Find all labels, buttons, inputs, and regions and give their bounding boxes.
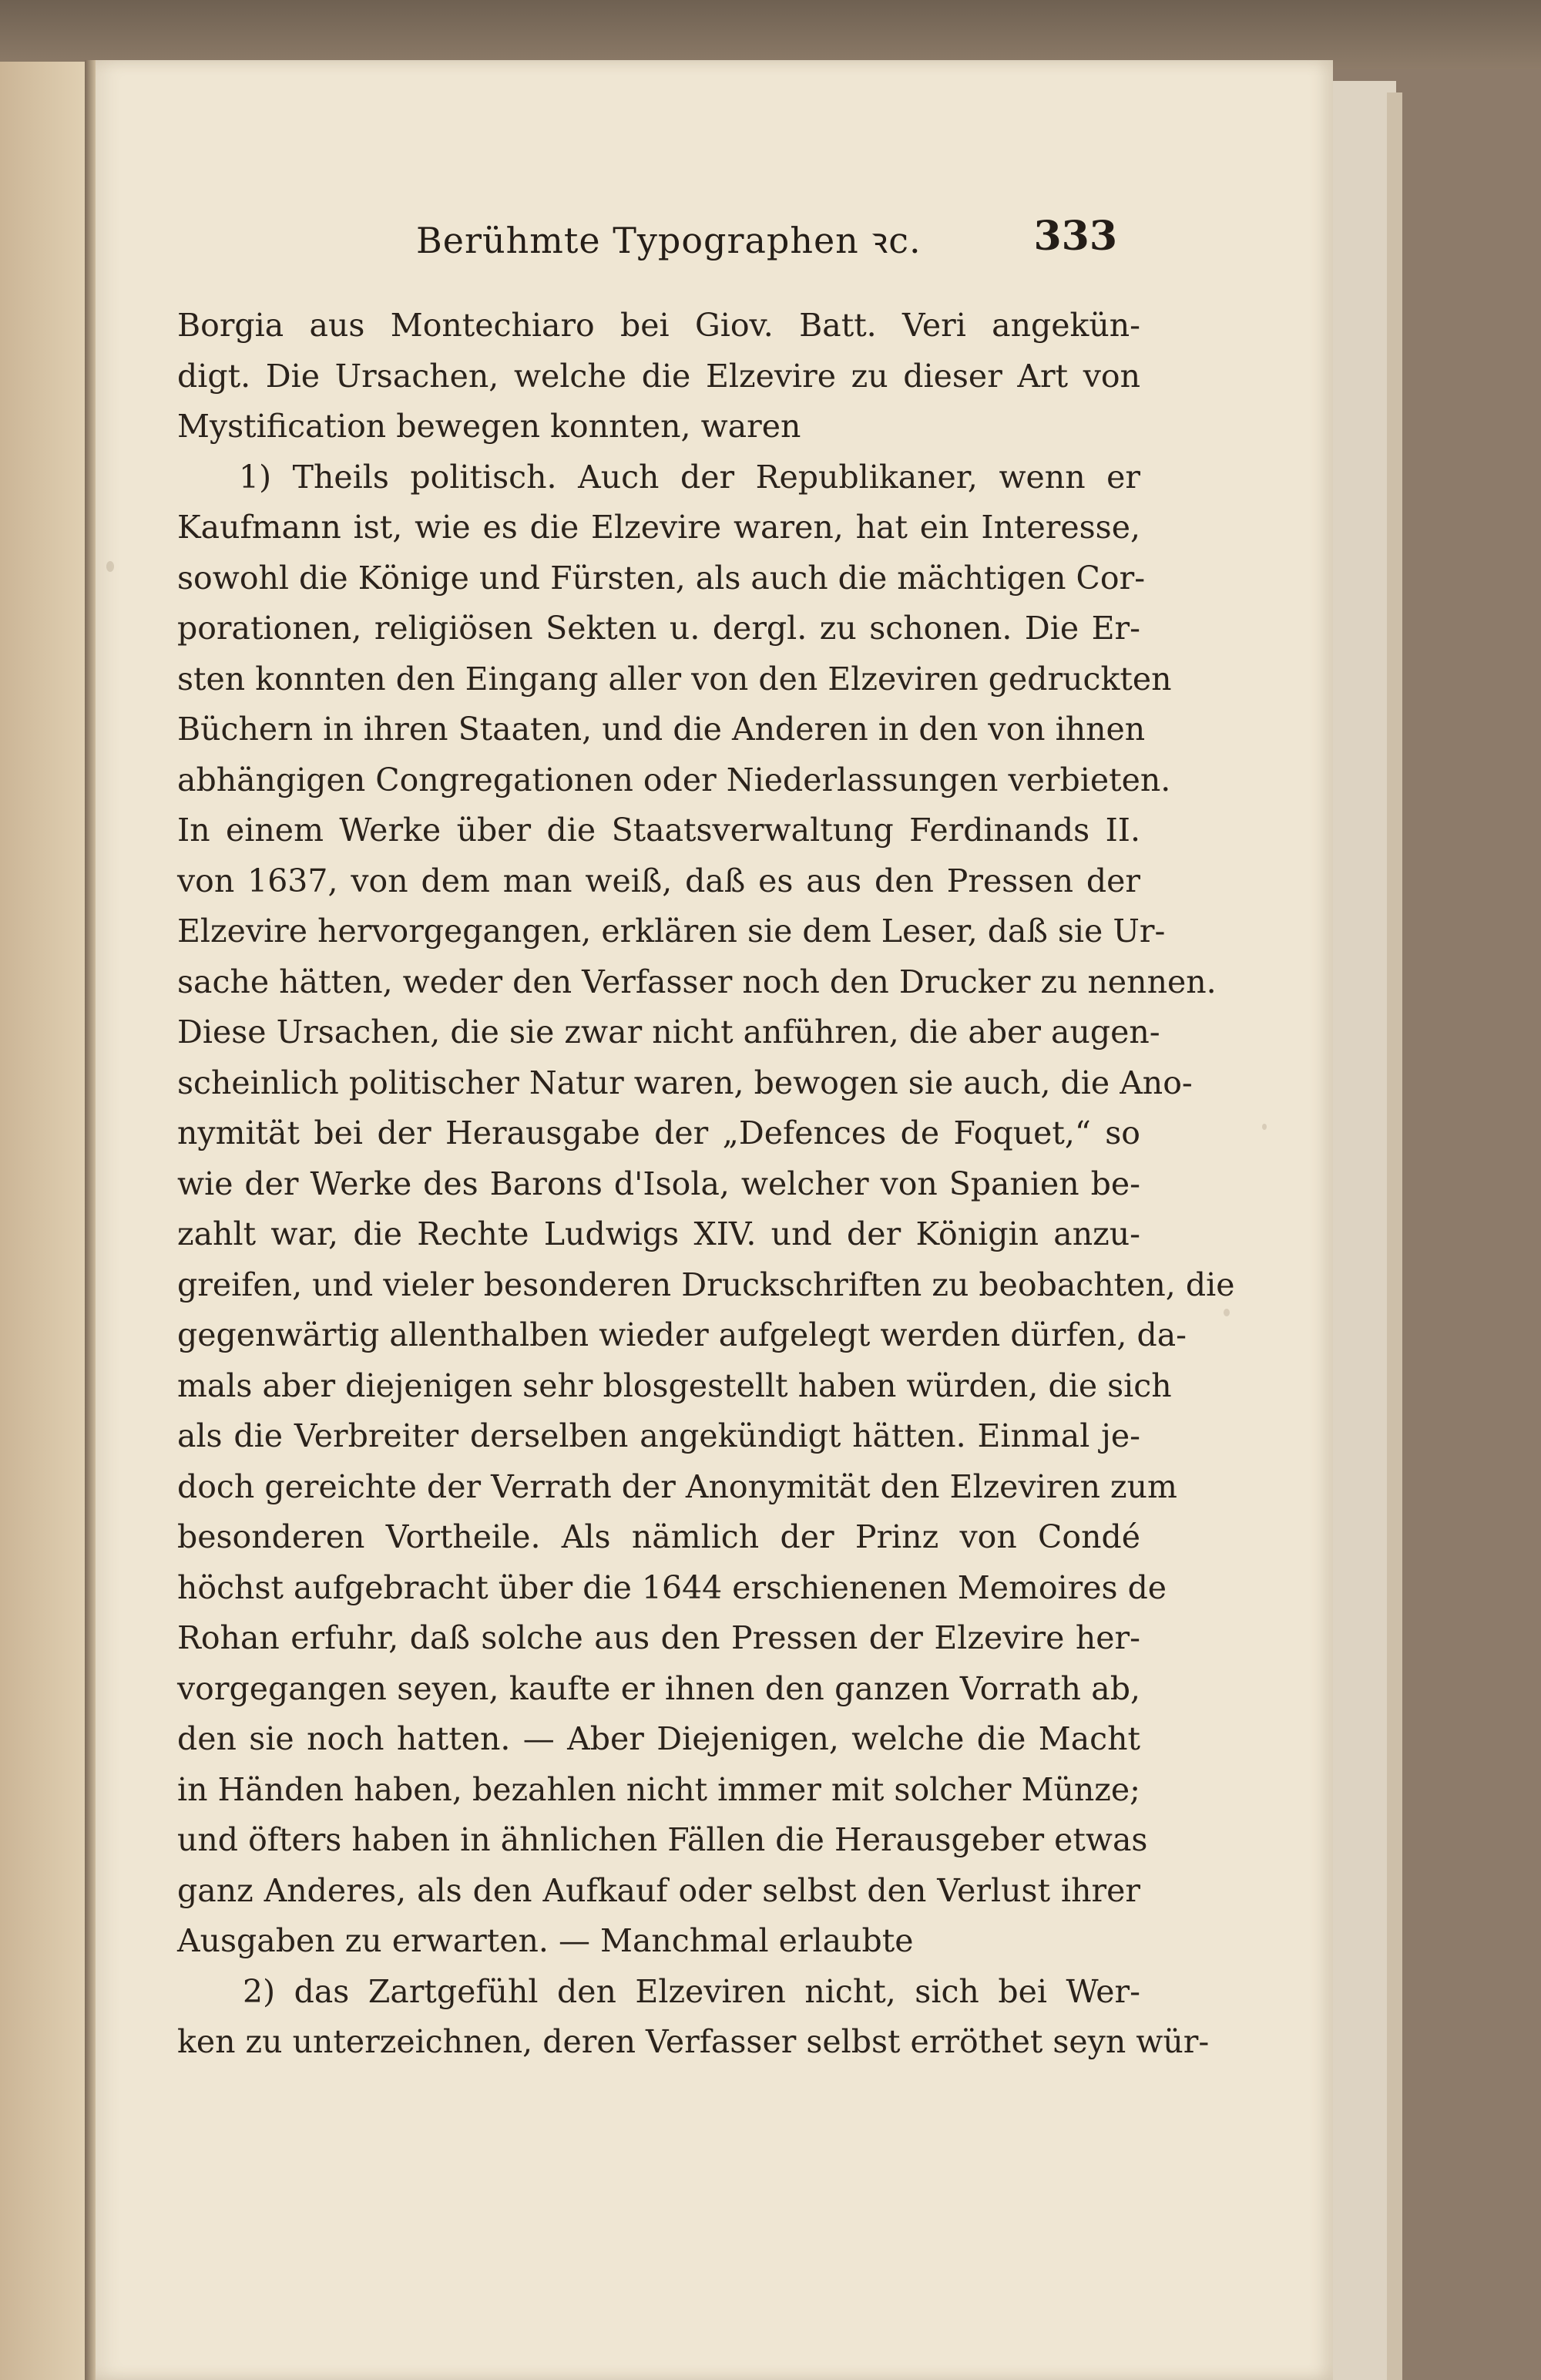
underlying-page-edge-shadow bbox=[1387, 92, 1402, 2380]
text-line: digt. Die Ursachen, welche die Elzevire zu dieser Art von bbox=[177, 357, 1140, 395]
text-line: ken zu unterzeichnen, deren Verfasser selbst erröthet seyn wür- bbox=[177, 2023, 1210, 2060]
text-line: scheinlich politischer Natur waren, bewogen sie auch, die Ano- bbox=[177, 1064, 1193, 1101]
book-gutter bbox=[85, 60, 96, 2380]
text-line: Elzevire hervorgegangen, erklären sie dem Leser, daß sie Ur- bbox=[177, 913, 1166, 950]
text-line: Ausgaben zu erwarten. — Manchmal erlaubte bbox=[177, 1922, 914, 1959]
text-line: Rohan erfuhr, daß solche aus den Pressen der Elzevire her- bbox=[177, 1619, 1140, 1656]
running-title: Berühmte Typographen ꝛc. bbox=[416, 220, 922, 261]
text-line: als die Verbreiter derselben angekündigt hätten. Einmal je- bbox=[177, 1417, 1140, 1454]
text-line: besonderen Vortheile. Als nämlich der Prinz von Condé bbox=[177, 1518, 1140, 1555]
text-line: den sie noch hatten. — Aber Diejenigen, welche die Macht bbox=[177, 1720, 1140, 1757]
page-header bbox=[92, 213, 1117, 277]
body-text bbox=[177, 301, 1235, 2068]
text-line: nymität bei der Herausgabe der „Defences de Foquet,“ so bbox=[177, 1114, 1140, 1151]
text-line: höchst aufgebracht über die 1644 erschienenen Memoires de bbox=[177, 1568, 1167, 1606]
text-line: sowohl die Könige und Fürsten, als auch die mächtigen Cor- bbox=[177, 559, 1146, 597]
text-line: gegenwärtig allenthalben wieder aufgelegt werden dürfen, da- bbox=[177, 1316, 1187, 1353]
text-line: 1) Theils politisch. Auch der Republikaner, wenn er bbox=[239, 458, 1140, 496]
text-line: vorgegangen seyen, kaufte er ihnen den ganzen Vorrath ab, bbox=[177, 1669, 1140, 1707]
text-line: von 1637, von dem man weiß, daß es aus den Pressen der bbox=[177, 862, 1140, 899]
text-line: 2) das Zartgefühl den Elzeviren nicht, sich bei Wer- bbox=[243, 1972, 1140, 2010]
text-line: doch gereichte der Verrath der Anonymität den Elzeviren zum bbox=[177, 1467, 1177, 1505]
text-line: Mystification bewegen konnten, waren bbox=[177, 408, 801, 445]
text-line: sten konnten den Eingang aller von den Elzeviren gedruckten bbox=[177, 660, 1172, 698]
text-line: ganz Anderes, als den Aufkauf oder selbst den Verlust ihrer bbox=[177, 1871, 1140, 1909]
facing-page-edge bbox=[0, 62, 95, 2380]
text-line: Kaufmann ist, wie es die Elzevire waren, hat ein Interesse, bbox=[177, 509, 1140, 546]
text-line: mals aber diejenigen sehr blosgestellt haben würden, die sich bbox=[177, 1366, 1172, 1404]
text-line: zahlt war, die Rechte Ludwigs XIV. und der Königin anzu- bbox=[177, 1215, 1140, 1252]
text-line: greifen, und vieler besonderen Druckschriften zu beobachten, die bbox=[177, 1266, 1235, 1303]
paper-spot bbox=[106, 561, 114, 572]
text-line: Diese Ursachen, die sie zwar nicht anführen, die aber augen- bbox=[177, 1014, 1160, 1050]
text-line: Borgia aus Montechiaro bei Giov. Batt. Veri angekün- bbox=[177, 307, 1140, 344]
page-number: 333 bbox=[1033, 213, 1117, 260]
text-line: in Händen haben, bezahlen nicht immer mit solcher Münze; bbox=[177, 1770, 1140, 1808]
text-line: In einem Werke über die Staatsverwaltung Ferdinands II. bbox=[177, 812, 1140, 849]
paper-spot bbox=[1224, 1309, 1230, 1316]
text-line: Büchern in ihren Staaten, und die Anderen in den von ihnen bbox=[177, 711, 1146, 748]
text-line: porationen, religiösen Sekten u. dergl. zu schonen. Die Er- bbox=[177, 610, 1140, 647]
text-line: sache hätten, weder den Verfasser noch den Drucker zu nennen. bbox=[177, 963, 1217, 1000]
book-cover-edge bbox=[0, 0, 1541, 69]
paper-spot bbox=[1262, 1124, 1267, 1130]
text-line: und öfters haben in ähnlichen Fällen die Herausgeber etwas bbox=[177, 1821, 1148, 1858]
text-line: abhängigen Congregationen oder Niederlassungen verbieten. bbox=[177, 761, 1171, 798]
text-line: wie der Werke des Barons d'Isola, welcher von Spanien be- bbox=[177, 1165, 1140, 1202]
